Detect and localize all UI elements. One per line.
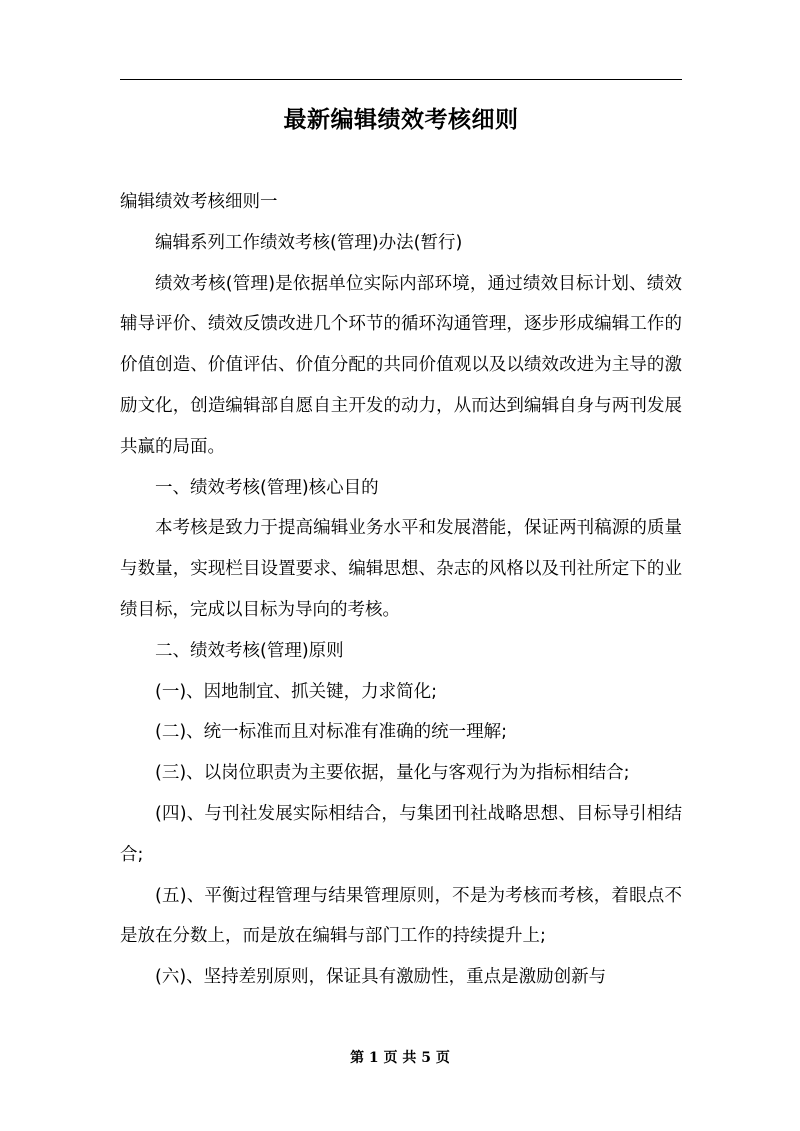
paragraph-core-purpose: 本考核是致力于提高编辑业务水平和发展潜能，保证两刊稿源的质量与数量，实现栏目设置要求、编辑思想、杂志的风格以及刊社所定下的业绩目标，完成以目标为导向的考核。 xyxy=(120,518,682,620)
principle-item-3: (三)、以岗位职责为主要依据，量化与客观行为为指标相结合; xyxy=(155,763,630,784)
heading-core-purpose: 一、绩效考核(管理)核心目的 xyxy=(155,477,379,498)
heading-principles: 二、绩效考核(管理)原则 xyxy=(155,640,344,661)
principle-item-2: (二)、统一标准而且对标准有准确的统一理解; xyxy=(155,722,508,743)
page-indicator: 第 1 页 共 5 页 xyxy=(350,1050,450,1066)
document-title: 最新编辑绩效考核细则 xyxy=(283,107,519,133)
section-label: 编辑绩效考核细则一 xyxy=(120,192,278,212)
principle-item-5: (五)、平衡过程管理与结果管理原则，不是为考核而考核，着眼点不是放在分数上，而是放在编辑与部门工作的持续提升上; xyxy=(120,885,682,947)
document-body xyxy=(120,182,682,998)
principle-item-1: (一)、因地制宜、抓关键，力求简化; xyxy=(155,681,438,702)
principle-item-4: (四)、与刊社发展实际相结合，与集团刊社战略思想、目标导引相结合; xyxy=(120,803,682,865)
paragraph-intro: 绩效考核(管理)是依据单位实际内部环境，通过绩效目标计划、绩效辅导评价、绩效反馈改进几个环节的循环沟通管理，逐步形成编辑工作的价值创造、价值评估、价值分配的共同价值观以及以绩效改进为主导的激励文化，创造编辑部自愿自主开发的动力，从而达到编辑自身与两刊发展共赢的局面。 xyxy=(120,273,682,457)
header-rule xyxy=(120,79,682,80)
principle-item-6: (六)、坚持差别原则，保证具有激励性，重点是激励创新与 xyxy=(155,967,607,988)
paragraph-heading-method: 编辑系列工作绩效考核(管理)办法(暂行) xyxy=(155,232,463,253)
